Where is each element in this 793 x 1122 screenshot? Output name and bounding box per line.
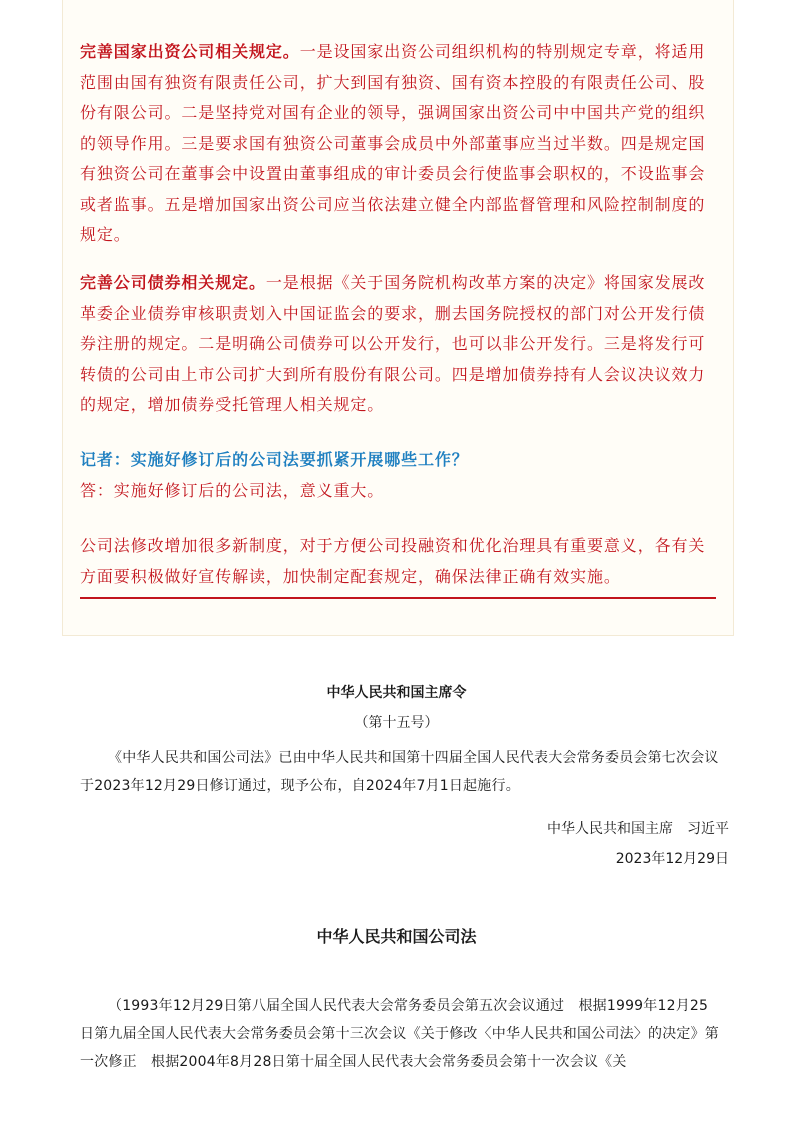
decree-number: （第十五号） xyxy=(354,715,439,731)
decree-date: 2023年12月29日 xyxy=(615,851,729,867)
decree-signer: 中华人民共和国主席 习近平 xyxy=(547,821,729,837)
decree-title: 中华人民共和国主席令 xyxy=(326,685,467,701)
decree-body: 《中华人民共和国公司法》已由中华人民共和国第十四届全国人民代表大会常务委员会第七次会议于2023年12月29日修订通过，现予公布，自2024年7月1日起施行。 xyxy=(80,750,719,794)
paragraph-body: 一是根据《关于国务院机构改革方案的决定》将国家发展改革委企业债券审核职责划入中国证监会的要求，删去国务院授权的部门对公开发行债券注册的规定。二是明确公司债券可以公开发行，也可以非公开发行。三是将发行可转债的公司由上市公司扩大到所有股份有限公司。四是增加债券持有人会议决议效力的规定，增加债券受托管理人相关规定。 xyxy=(80,273,706,414)
paragraph-lead: 完善公司债券相关规定。 xyxy=(80,273,266,292)
law-history: （1993年12月29日第八届全国人民代表大会常务委员会第五次会议通过 根据1999年12月25日第九届全国人民代表大会常务委员会第十三次会议《关于修改〈中华人民共和国公司法〉的决定》第一次修正 根据2004年8月28日第十届全国人民代表大会常务委员会第十一次会议《关 xyxy=(80,998,719,1070)
reporter-question: 记者：实施好修订后的公司法要抓紧开展哪些工作？ xyxy=(80,450,469,469)
paragraph-lead: 完善国家出资公司相关规定。 xyxy=(80,42,300,61)
interview-question-block xyxy=(80,445,720,506)
paragraph-corporate-bonds xyxy=(80,268,720,421)
paragraph-state-funded-companies xyxy=(80,37,720,251)
paragraph-body: 一是设国家出资公司组织机构的特别规定专章，将适用范围由国有独资有限责任公司，扩大到国有独资、国有资本控股的有限责任公司、股份有限公司。二是坚持党对国有企业的领导，强调国家出资公司中中国共产党的组织的领导作用。三是要求国有独资公司董事会成员中外部董事应当过半数。四是规定国有独资公司在董事会中设置由董事组成的审计委员会行使监事会职权的，不设监事会或者监事。五是增加国家出资公司应当依法建立健全内部监督管理和风险控制制度的规定。 xyxy=(80,42,706,244)
answer-text: 答：实施好修订后的公司法，意义重大。 xyxy=(80,480,385,500)
closing-paragraph: 公司法修改增加很多新制度，对于方便公司投融资和优化治理具有重要意义，各有关方面要积极做好宣传解读，加快制定配套规定，确保法律正确有效实施。 xyxy=(80,536,706,586)
divider-line xyxy=(80,597,716,599)
law-title: 中华人民共和国公司法 xyxy=(316,927,477,946)
